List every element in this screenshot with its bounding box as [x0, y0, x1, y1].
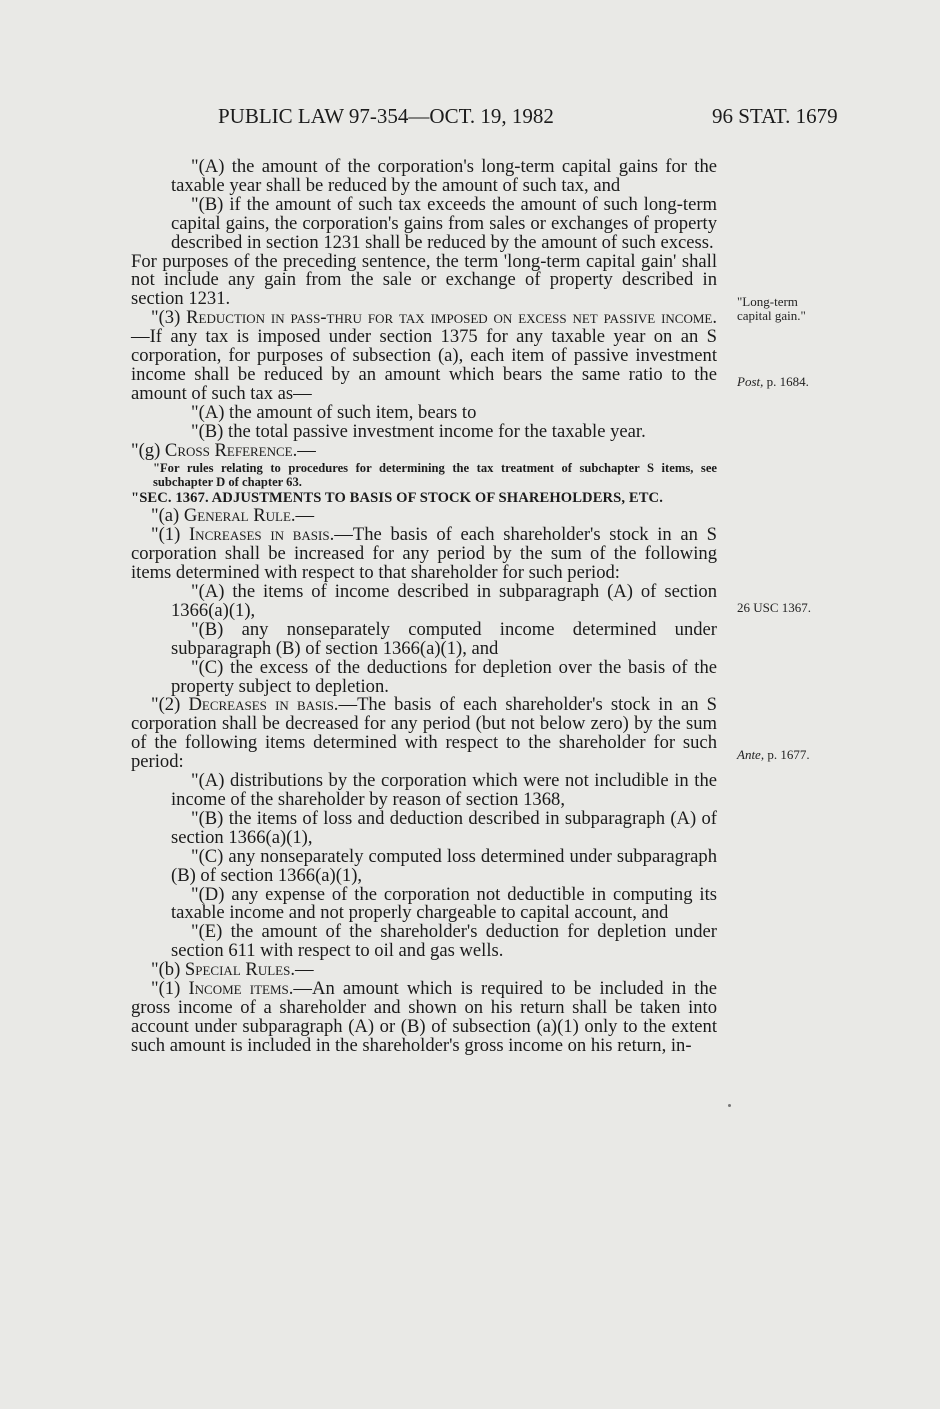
paragraph-prefix: "(1) [151, 524, 189, 546]
cross-reference-note [131, 461, 717, 489]
running-header [0, 104, 940, 134]
paragraph-heading: General Rule. [183, 505, 296, 527]
paragraph-text: —The basis of each shareholder's stock in an S corporation shall be increased for any period by the sum of the following items determined with respect to that shareholder for such period: [131, 524, 717, 584]
margin-note-usc: 26 USC 1367. [737, 600, 812, 615]
paragraph-heading: "(3) Reduction in pass-thru for tax imposed on excess net passive income. [151, 307, 717, 329]
paragraph-heading: Decreases in basis. [188, 694, 339, 716]
paragraph: "(B) the items of loss and deduction described in subparagraph (A) of section 1366(a)(1), [171, 807, 717, 848]
paragraph-prefix: "(2) [151, 694, 189, 716]
paragraph-heading: Special Rules. [184, 959, 295, 981]
paragraph: "(C) any nonseparately computed loss determined under subparagraph (B) of section 1366(a)(1), [171, 845, 717, 886]
paragraph: "(A) the items of income described in subparagraph (A) of section 1366(a)(1), [171, 581, 717, 621]
paragraph: For purposes of the preceding sentence, the term 'long-term capital gain' shall not include any gain from the sale or exchange of property described in section 1231. [131, 250, 717, 310]
margin-note-long-term: "Long-term capital gain." [737, 294, 806, 323]
ink-speck [728, 1104, 731, 1107]
margin-note-ante [737, 748, 810, 762]
margin-note-label: Ante, [737, 747, 765, 762]
paragraph-prefix: "(g) [131, 439, 165, 461]
statute-page-number: 96 STAT. 1679 [712, 104, 838, 128]
paragraph: "(A) the amount of the corporation's long-term capital gains for the taxable year shall be reduced by the amount of such tax, and [171, 156, 717, 196]
paragraph-dash: — [295, 505, 315, 527]
paragraph: "(E) the amount of the shareholder's deduction for depletion under section 611 with respect to oil and gas wells. [171, 921, 717, 962]
paragraph: "(C) the excess of the deductions for depletion over the basis of the property subject to depletion. [171, 656, 717, 697]
section-heading: "SEC. 1367. ADJUSTMENTS TO BASIS OF STOCK OF SHAREHOLDERS, ETC. [131, 489, 663, 506]
paragraph: "(A) the amount of such item, bears to [191, 401, 477, 423]
paragraph [131, 980, 717, 1056]
paragraph: "(A) distributions by the corporation which were not includible in the income of the shareholder by reason of section 1368, [171, 770, 717, 810]
paragraph-prefix: "(1) [151, 978, 189, 1000]
paragraph-prefix: "(b) [151, 959, 185, 981]
paragraph: "(D) any expense of the corporation not deductible in computing its taxable income and not properly chargeable to capital account, and [171, 883, 717, 924]
paragraph-dash: — [294, 959, 314, 981]
paragraph: "(B) if the amount of such tax exceeds the amount of such long-term capital gains, the corporation's gains from sales or exchanges of property described in section 1231 shall be reduced by the amount of such excess. [171, 193, 717, 253]
paragraph-heading: Income items. [188, 978, 294, 1000]
paragraph [131, 439, 717, 461]
paragraph [131, 526, 717, 583]
margin-note-label: Post, [737, 374, 764, 389]
paragraph: "(B) the total passive investment income for the taxable year. [191, 420, 646, 442]
paragraph [131, 696, 717, 772]
paragraph-text: —An amount which is required to be included in the gross income of a shareholder and shown on his return shall be taken into account under subparagraph (A) or (B) of subsection (a)(1) only to the extent such amount is included in the shareholder's gross income on his return, in- [131, 978, 718, 1056]
public-law-title: PUBLIC LAW 97-354—OCT. 19, 1982 [218, 104, 554, 128]
paragraph-heading: Cross Reference. [164, 439, 298, 461]
paragraph-text: —If any tax is imposed under section 1375 for any taxable year on an S corporation, for purposes of subsection (a), each item of passive investment income shall be reduced by an amount which bears the same ratio to the amount of such tax as— [131, 326, 717, 404]
paragraph-prefix: "(a) [151, 505, 184, 527]
paragraph [131, 309, 717, 404]
margin-note-post [737, 375, 809, 389]
paragraph-heading: Increases in basis. [188, 524, 335, 546]
paragraph-dash: — [297, 439, 316, 461]
paragraph-text: —The basis of each shareholder's stock in an S corporation shall be decreased for any period (but not below zero) by the sum of the following items determined with respect to the shareholder for such period: [131, 694, 718, 773]
body-text [131, 158, 717, 1056]
paragraph: "(B) any nonseparately computed income determined under subparagraph (B) of section 1366(a)(1), and [171, 618, 717, 659]
note-text: "For rules relating to procedures for determining the tax treatment of subchapter S items, see subchapter D of chapter 63. [153, 460, 717, 489]
margin-note-page: p. 1677. [767, 747, 810, 762]
margin-note-page: p. 1684. [766, 374, 809, 389]
